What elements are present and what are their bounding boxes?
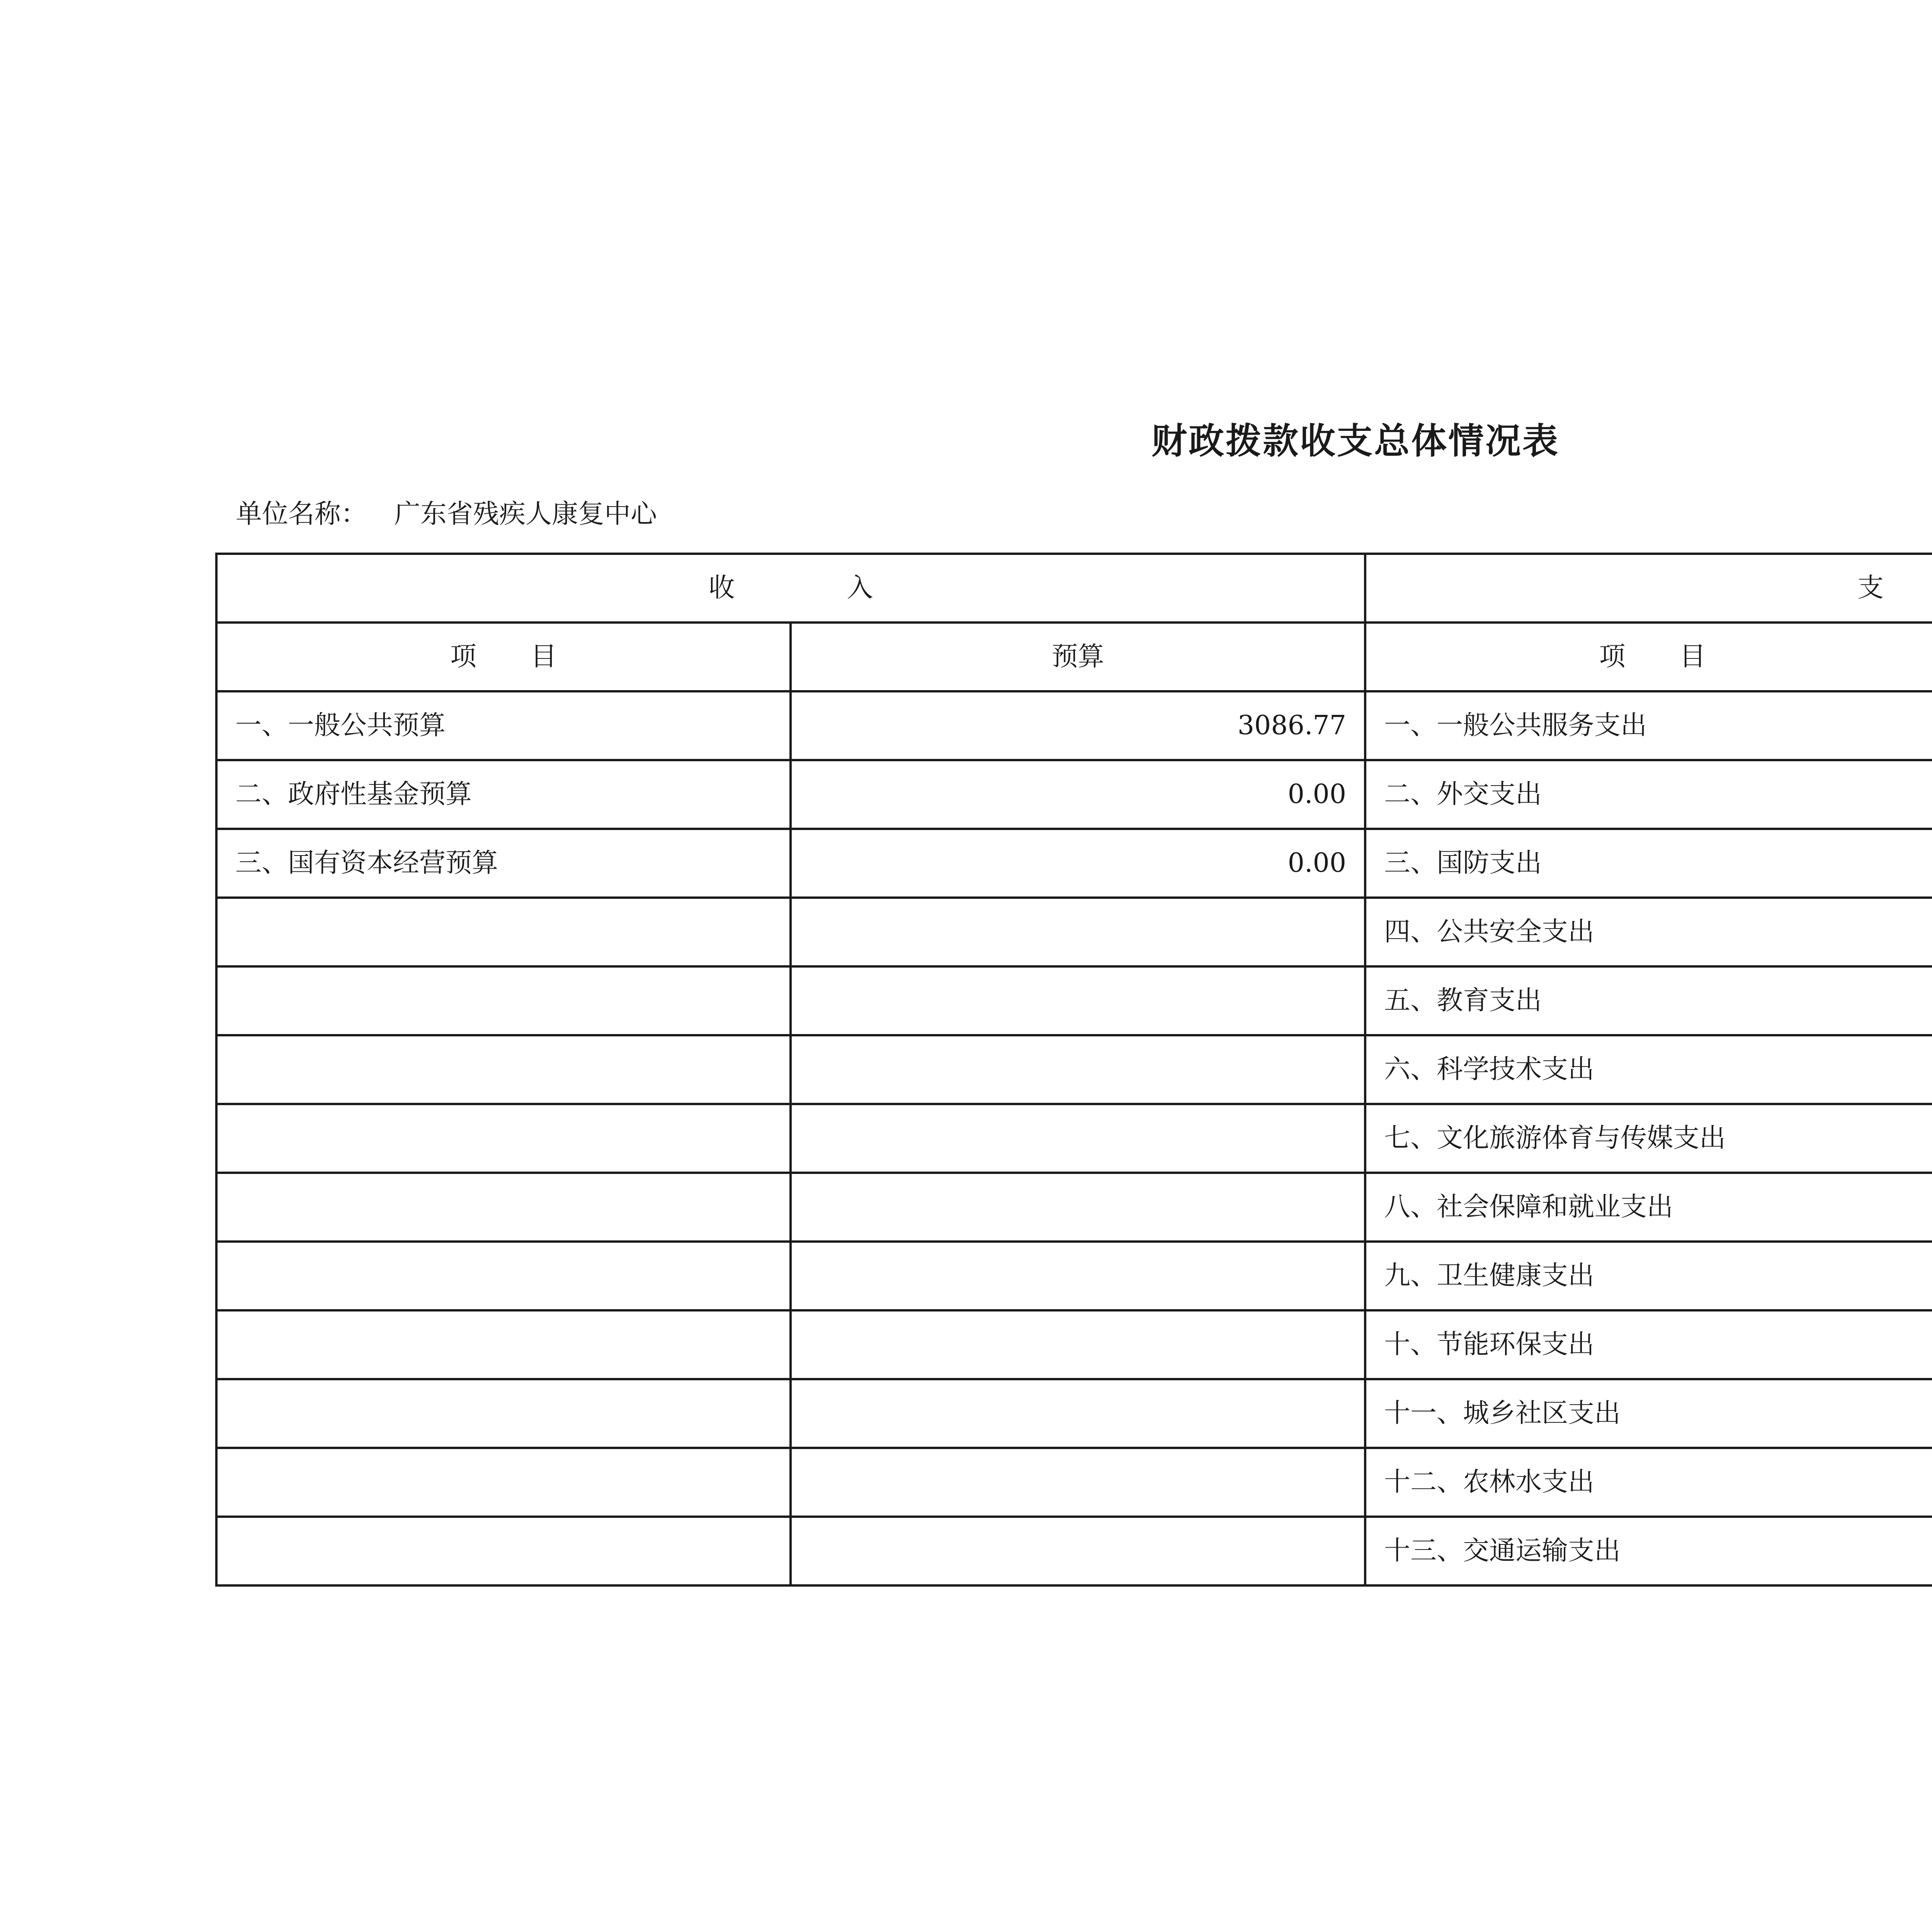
income-budget-empty	[791, 1448, 1365, 1517]
income-item-empty	[216, 1173, 791, 1242]
income-budget-empty	[791, 1379, 1365, 1448]
income-item-empty	[216, 1379, 791, 1448]
income-item: 二、政府性基金预算	[216, 760, 791, 829]
income-budget: 0.00	[791, 829, 1365, 898]
income-budget-header: 预算	[791, 623, 1365, 691]
income-item-empty	[216, 1104, 791, 1173]
income-char-1: 收	[708, 573, 735, 603]
table-row	[216, 691, 1932, 760]
item-char-2: 目	[1679, 641, 1706, 672]
table-row	[216, 1310, 1932, 1379]
expense-item: 三、国防支出	[1365, 829, 1932, 898]
table-row	[216, 829, 1932, 898]
expense-item: 六、科学技术支出	[1365, 1035, 1932, 1104]
table-row	[216, 1517, 1932, 1585]
income-item-empty	[216, 1517, 791, 1585]
unit-name-label: 单位名称：	[236, 499, 367, 529]
income-item: 一、一般公共预算	[216, 691, 791, 760]
income-budget-empty	[791, 1173, 1365, 1242]
table-row	[216, 760, 1932, 829]
income-budget: 3086.77	[791, 691, 1365, 760]
income-item-header	[216, 623, 791, 691]
table-row	[216, 1448, 1932, 1517]
expense-item: 四、公共安全支出	[1365, 898, 1932, 966]
income-budget-empty	[791, 898, 1365, 966]
table-row	[216, 1104, 1932, 1173]
expense-char-1: 支	[1857, 573, 1884, 603]
unit-name-value: 广东省残疾人康复中心	[394, 499, 657, 529]
expense-item: 十一、城乡社区支出	[1365, 1379, 1932, 1448]
income-item-empty	[216, 1242, 791, 1310]
column-header-row	[216, 623, 1932, 691]
expense-item: 十三、交通运输支出	[1365, 1517, 1932, 1585]
expense-item: 九、卫生健康支出	[1365, 1242, 1932, 1310]
unit-name	[236, 501, 657, 527]
table-row	[216, 966, 1932, 1035]
table-row	[216, 1242, 1932, 1310]
table-row	[216, 898, 1932, 966]
table-row	[216, 1035, 1932, 1104]
section-header-row	[216, 554, 1932, 623]
income-budget: 0.00	[791, 760, 1365, 829]
item-char-2: 目	[531, 641, 557, 672]
expense-item: 七、文化旅游体育与传媒支出	[1365, 1104, 1932, 1173]
income-budget-empty	[791, 1310, 1365, 1379]
expense-item-header	[1365, 623, 1932, 691]
item-char-1: 项	[1599, 641, 1626, 672]
expense-item: 十、节能环保支出	[1365, 1310, 1932, 1379]
income-budget-empty	[791, 1242, 1365, 1310]
expense-item: 八、社会保障和就业支出	[1365, 1173, 1932, 1242]
income-item-empty	[216, 1448, 791, 1517]
income-item-empty	[216, 966, 791, 1035]
expense-item: 十二、农林水支出	[1365, 1448, 1932, 1517]
income-budget-empty	[791, 1035, 1365, 1104]
income-item-empty	[216, 1035, 791, 1104]
expense-item: 二、外交支出	[1365, 760, 1932, 829]
budget-table	[215, 553, 1932, 1587]
expense-section-header	[1365, 554, 1932, 623]
document-title: 财政拨款收支总体情况表	[1151, 420, 1560, 462]
income-budget-empty	[791, 966, 1365, 1035]
income-budget-empty	[791, 1104, 1365, 1173]
expense-item: 五、教育支出	[1365, 966, 1932, 1035]
income-item-empty	[216, 898, 791, 966]
income-section-header	[216, 554, 1365, 623]
income-item: 三、国有资本经营预算	[216, 829, 791, 898]
income-item-empty	[216, 1310, 791, 1379]
expense-item: 一、一般公共服务支出	[1365, 691, 1932, 760]
table-row	[216, 1173, 1932, 1242]
item-char-1: 项	[450, 641, 476, 672]
income-char-2: 入	[847, 573, 873, 603]
table-row	[216, 1379, 1932, 1448]
income-budget-empty	[791, 1517, 1365, 1585]
